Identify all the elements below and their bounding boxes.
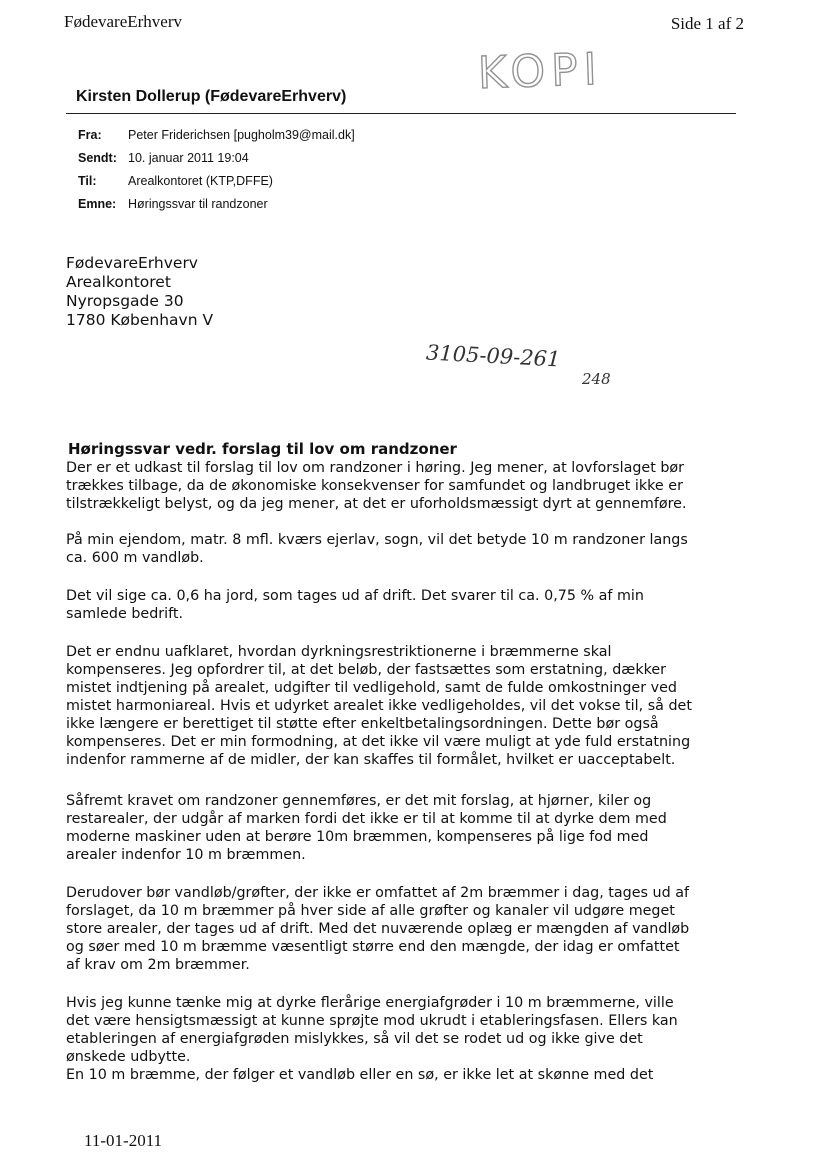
letter-paragraph [66, 531, 766, 567]
paragraph-line: ønskede udbytte. [66, 1049, 191, 1065]
paragraph-line: arealer indenfor 10 m bræmmen. [66, 847, 306, 863]
paragraph-line: indenfor rammerne af de midler, der kan skaffes til formålet, hvilket er uacceptabelt. [66, 752, 676, 768]
letter-paragraph [66, 994, 766, 1084]
paragraph-line: samlede bedrift. [66, 606, 184, 622]
handwritten-sub-number: 248 [582, 370, 611, 388]
paragraph-line: forslaget, da 10 m bræmmer på hver side af alle grøfter og kanaler vil udgøre meget [66, 903, 675, 919]
address-line: Nyropsgade 30 [66, 292, 184, 310]
paragraph-line: etableringen af energiafgrøden mislykkes, så vil det se rodet ud og ikke give det [66, 1031, 643, 1047]
paragraph-line: ca. 600 m vandløb. [66, 550, 204, 566]
email-field-label: Fra: [78, 128, 102, 142]
paragraph-line: kompenseres. Det er min formodning, at det ikke vil være muligt at yde fuld erstatning [66, 734, 691, 750]
paragraph-line: mistet harmoniareal. Hvis et udyrket arealet ikke vedligeholdes, vil det vokse til, så det [66, 698, 692, 714]
paragraph-line: restarealer, der udgår af marken fordi det ikke er til at komme til at dyrke dem med [66, 811, 667, 827]
email-field-value: Høringssvar til randzoner [128, 197, 268, 211]
paragraph-line: store arealer, der tages ud af drift. Med det nuværende oplæg er mængden af vandløb [66, 921, 690, 937]
page-number: Side 1 af 2 [670, 14, 744, 33]
email-field-value: 10. januar 2011 19:04 [128, 151, 249, 165]
email-field-value: Peter Friderichsen [pugholm39@mail.dk] [128, 128, 355, 142]
handwritten-journal-number: 3105-09-261 [425, 340, 561, 372]
paragraph-line: og søer med 10 m bræmme væsentligt større end den mængde, der idag er omfattet [66, 939, 680, 955]
email-field-label: Til: [78, 174, 97, 188]
email-field-from [78, 128, 355, 142]
paragraph-line: Derudover bør vandløb/grøfter, der ikke er omfattet af 2m bræmmer i dag, tages ud af [66, 885, 690, 901]
header-divider [66, 113, 736, 114]
email-field-label: Sendt: [78, 151, 117, 165]
email-field-subject [78, 197, 268, 211]
paragraph-line: kompenseres. Jeg opfordrer til, at det beløb, der fastsættes som erstatning, dækker [66, 662, 667, 678]
letter-paragraph [66, 459, 766, 513]
kopi-stamp: KOPI [477, 43, 604, 100]
paragraph-line: Såfremt kravet om randzoner gennemføres, er det mit forslag, at hjørner, kiler og [66, 793, 652, 809]
address-line: FødevareErhverv [66, 254, 198, 272]
email-field-sent [78, 151, 249, 165]
email-field-to [78, 174, 273, 188]
paragraph-line: det være hensigtsmæssigt at kunne sprøjte mod ukrudt i etableringsfasen. Ellers kan [66, 1013, 678, 1029]
email-sender-display: Kirsten Dollerup (FødevareErhverv) [76, 88, 347, 105]
paragraph-line: af krav om 2m bræmmer. [66, 957, 250, 973]
letter-paragraph [66, 587, 766, 623]
letter-title: Høringssvar vedr. forslag til lov om randzoner [68, 440, 457, 458]
email-field-label: Emne: [78, 197, 117, 211]
paragraph-line: trækkes tilbage, da de økonomiske konsekvenser for samfundet og landbruget ikke er [66, 478, 683, 494]
paragraph-line: moderne maskiner uden at berøre 10m bræmmen, kompenseres på lige fod med [66, 829, 649, 845]
letter-paragraph [66, 792, 766, 864]
letter-paragraph [66, 643, 766, 769]
footer-date: 11-01-2011 [84, 1131, 163, 1150]
paragraph-line: På min ejendom, matr. 8 mfl. kværs ejerlav, sogn, vil det betyde 10 m randzoner langs [66, 532, 688, 548]
paragraph-line: tilstrækkeligt belyst, og da jeg mener, at det er uforholdsmæssigt dyrt at gennemføre. [66, 496, 687, 512]
address-line: Arealkontoret [66, 273, 171, 291]
letter-paragraph [66, 884, 766, 974]
paragraph-line: Hvis jeg kunne tænke mig at dyrke flerårige energiafgrøder i 10 m bræmmerne, ville [66, 995, 674, 1011]
paragraph-line: Det er endnu uafklaret, hvordan dyrkningsrestriktionerne i bræmmerne skal [66, 644, 612, 660]
paragraph-line: En 10 m bræmme, der følger et vandløb eller en sø, er ikke let at skønne med det [66, 1067, 654, 1083]
paragraph-line: ikke længere er berettiget til støtte efter enkeltbetalingsordningen. Dette bør også [66, 716, 659, 732]
paragraph-line: Der er et udkast til forslag til lov om randzoner i høring. Jeg mener, at lovforslaget bør [66, 460, 685, 476]
address-line: 1780 København V [66, 311, 214, 329]
paragraph-line: mistet indtjening på arealet, udgifter til vedligehold, samt de fulde omkostninger ved [66, 680, 677, 696]
fax-header-sender: FødevareErhverv [64, 12, 183, 31]
email-field-value: Arealkontoret (KTP,DFFE) [128, 174, 273, 188]
paragraph-line: Det vil sige ca. 0,6 ha jord, som tages ud af drift. Det svarer til ca. 0,75 % af min [66, 588, 644, 604]
